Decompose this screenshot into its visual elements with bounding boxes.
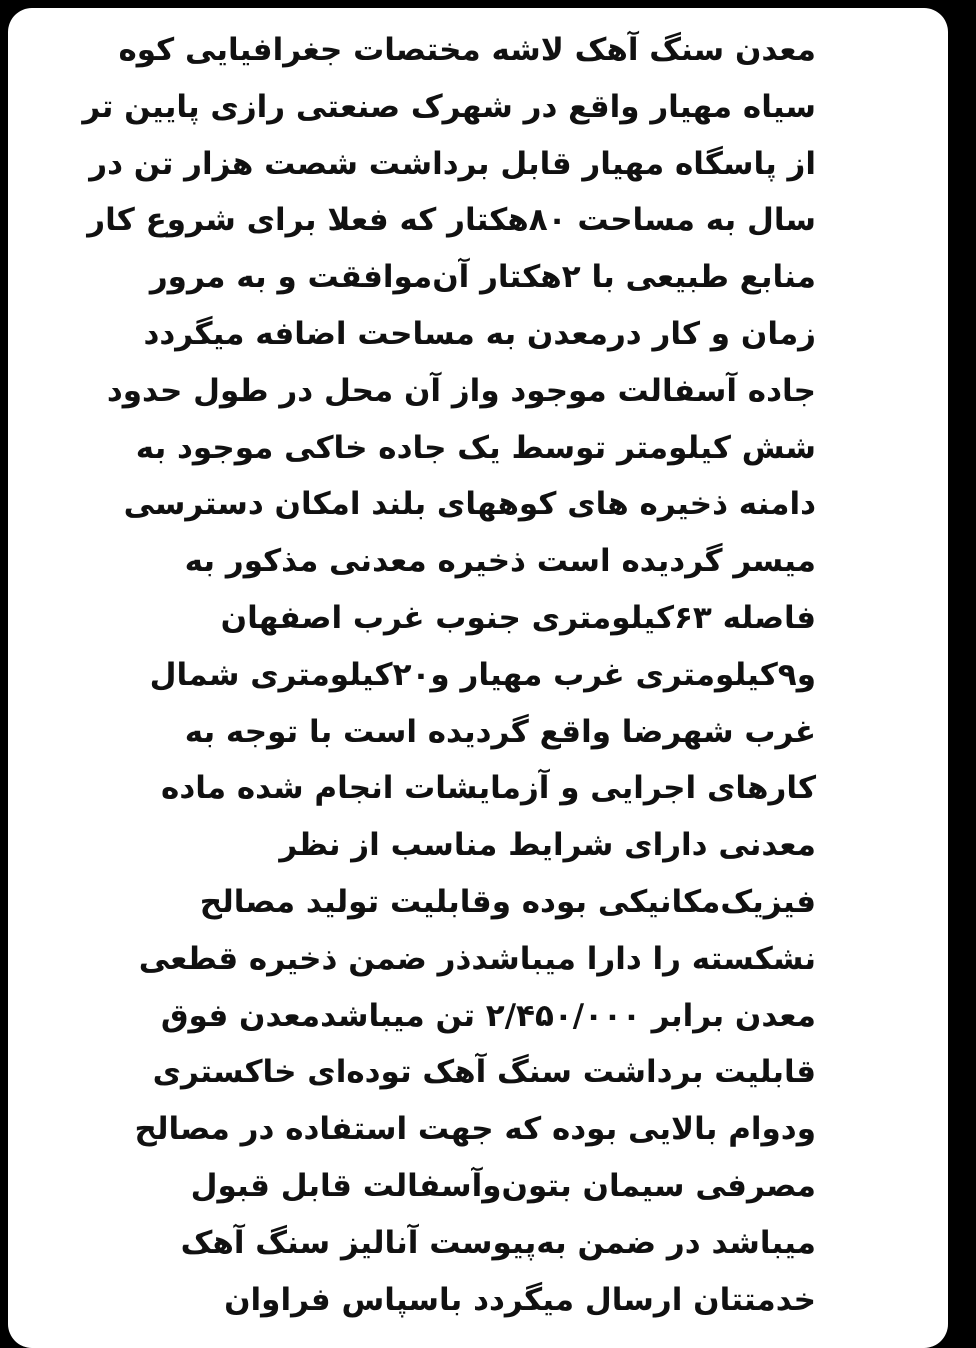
message-card [8, 8, 948, 1348]
text-line-5: منابع طبیعی با ۲هکتار آن‌موافقت و به مرور [149, 259, 816, 296]
text-line-14: کارهای اجرایی و آزمایشات انجام شده ماده [161, 770, 816, 807]
text-line-10: میسر گردیده است ذخیره معدنی مذکور به [184, 543, 816, 580]
text-line-6: زمان و کار درمعدن به مساحت اضافه میگردد [143, 315, 816, 352]
text-line-2: سیاه مهیار واقع در شهرک صنعتی رازی پایین تر [82, 88, 816, 125]
text-line-17: نشکسته را دارا میباشدذر ضمن ذخیره قطعی [138, 940, 816, 977]
text-line-19: قابلیت برداشت سنگ آهک توده‌ای خاکستری [152, 1054, 816, 1091]
text-line-9: دامنه ذخیره های کوههای بلند امکان دسترسی [123, 486, 816, 523]
text-line-16: فیزیک‌مکانیکی بوده وقابلیت تولید مصالح [199, 883, 816, 920]
text-line-18: معدن برابر ۲/۴۵۰/۰۰۰ تن میباشدمعدن فوق [160, 997, 816, 1034]
text-line-21: مصرفی سیمان بتون‌وآسفالت قابل قبول [190, 1167, 816, 1204]
text-line-8: شش کیلومتر توسط یک جاده خاکی موجود به [135, 429, 816, 466]
message-text [56, 22, 816, 1328]
text-line-20: ودوام بالایی بوده که جهت استفاده در مصالح [134, 1111, 816, 1148]
text-line-11: فاصله ۶۳کیلومتری جنوب غرب اصفهان [220, 599, 816, 636]
text-line-13: غرب شهرضا واقع گردیده است با توجه به [184, 713, 816, 750]
text-line-15: معدنی دارای شرایط مناسب از نظر [279, 827, 816, 864]
text-line-22: میباشد در ضمن به‌پیوست آنالیز سنگ آهک [180, 1224, 816, 1261]
text-line-12: و۹کیلومتری غرب مهیار و۲۰کیلومتری شمال [149, 656, 816, 693]
text-line-23: خدمتتان ارسال میگردد باسپاس فراوان [224, 1281, 816, 1318]
text-line-3: از پاسگاه مهیار قابل برداشت شصت هزار تن در [89, 145, 816, 182]
text-line-1: معدن سنگ آهک لاشه مختصات جغرافیایی کوه [118, 32, 816, 68]
text-line-7: جاده آسفالت موجود واز آن محل در طول حدود [106, 372, 816, 409]
text-line-4: سال به مساحت ۸۰هکتار که فعلا برای شروع کار [87, 202, 816, 239]
